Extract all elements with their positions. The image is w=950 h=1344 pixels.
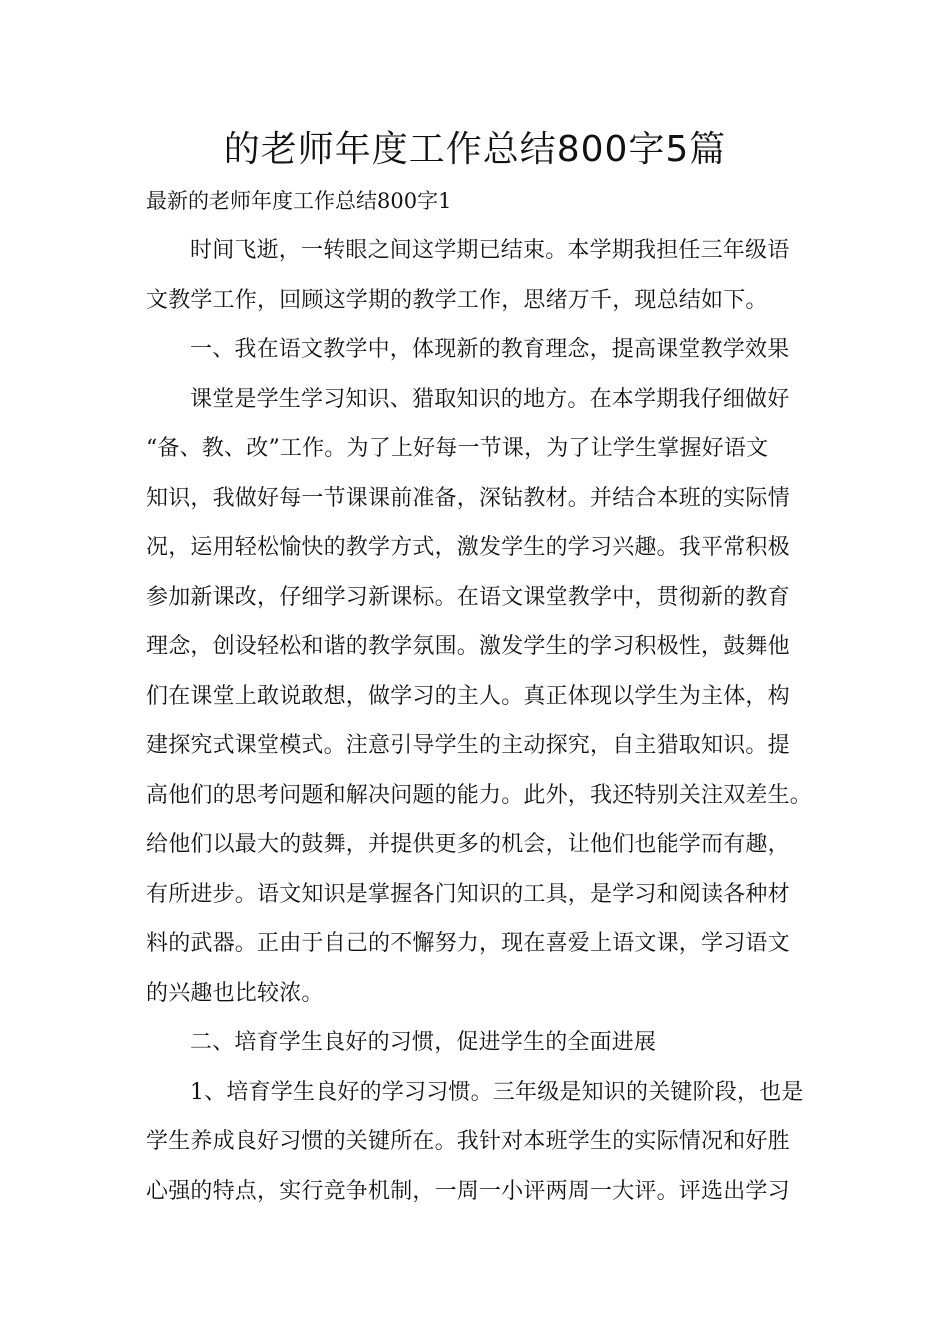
text-line: 知识，我做好每一节课课前准备，深钻教材。并结合本班的实际情: [146, 485, 790, 511]
text-line: 心强的特点，实行竞争机制，一周一小评两周一大评。评选出学习: [146, 1178, 790, 1204]
text-line: 文教学工作，回顾这学期的教学工作，思绪万千，现总结如下。: [146, 287, 768, 313]
text-line: 们在课堂上敢说敢想，做学习的主人。真正体现以学生为主体，构: [146, 683, 790, 709]
text-line: 学生养成良好习惯的关键所在。我针对本班学生的实际情况和好胜: [146, 1129, 790, 1154]
text-line: 时间飞逝，一转眼之间这学期已结束。本学期我担任三年级语: [190, 238, 790, 263]
document-subtitle: 最新的老师年度工作总结800字1: [146, 189, 452, 213]
text-line: 给他们以最大的鼓舞，并提供更多的机会，让他们也能学而有趣，: [146, 832, 790, 857]
text-line: 理念，创设轻松和谐的教学氛围。激发学生的学习积极性，鼓舞他: [146, 634, 790, 659]
text-line: 况，运用轻松愉快的教学方式，激发学生的学习兴趣。我平常积极: [146, 535, 790, 560]
text-line: 二、培育学生良好的习惯，促进学生的全面进展: [190, 1030, 657, 1055]
document-title: 的老师年度工作总结800字5篇: [223, 129, 727, 170]
text-line: 的兴趣也比较浓。: [146, 980, 324, 1006]
document-body: [146, 226, 826, 1216]
text-line: 有所进步。语文知识是掌握各门知识的工具，是学习和阅读各种材: [146, 881, 790, 907]
text-line: 高他们的思考问题和解决问题的能力。此外，我还特别关注双差生。: [146, 782, 813, 808]
text-line: 建探究式课堂模式。注意引导学生的主动探究，自主猎取知识。提: [146, 733, 790, 758]
text-line: “备、教、改”工作。为了上好每一节课，为了让学生掌握好语文: [146, 436, 769, 461]
text-line: 课堂是学生学习知识、猎取知识的地方。在本学期我仔细做好: [190, 386, 790, 412]
text-line: 料的武器。正由于自己的不懈努力，现在喜爱上语文课，学习语文: [146, 931, 790, 956]
text-line: 一、我在语文教学中，体现新的教育理念，提高课堂教学效果: [190, 337, 790, 362]
text-line: 1、培育学生良好的学习习惯。三年级是知识的关键阶段，也是: [190, 1079, 804, 1105]
text-line: 参加新课改，仔细学习新课标。在语文课堂教学中，贯彻新的教育: [146, 584, 790, 610]
